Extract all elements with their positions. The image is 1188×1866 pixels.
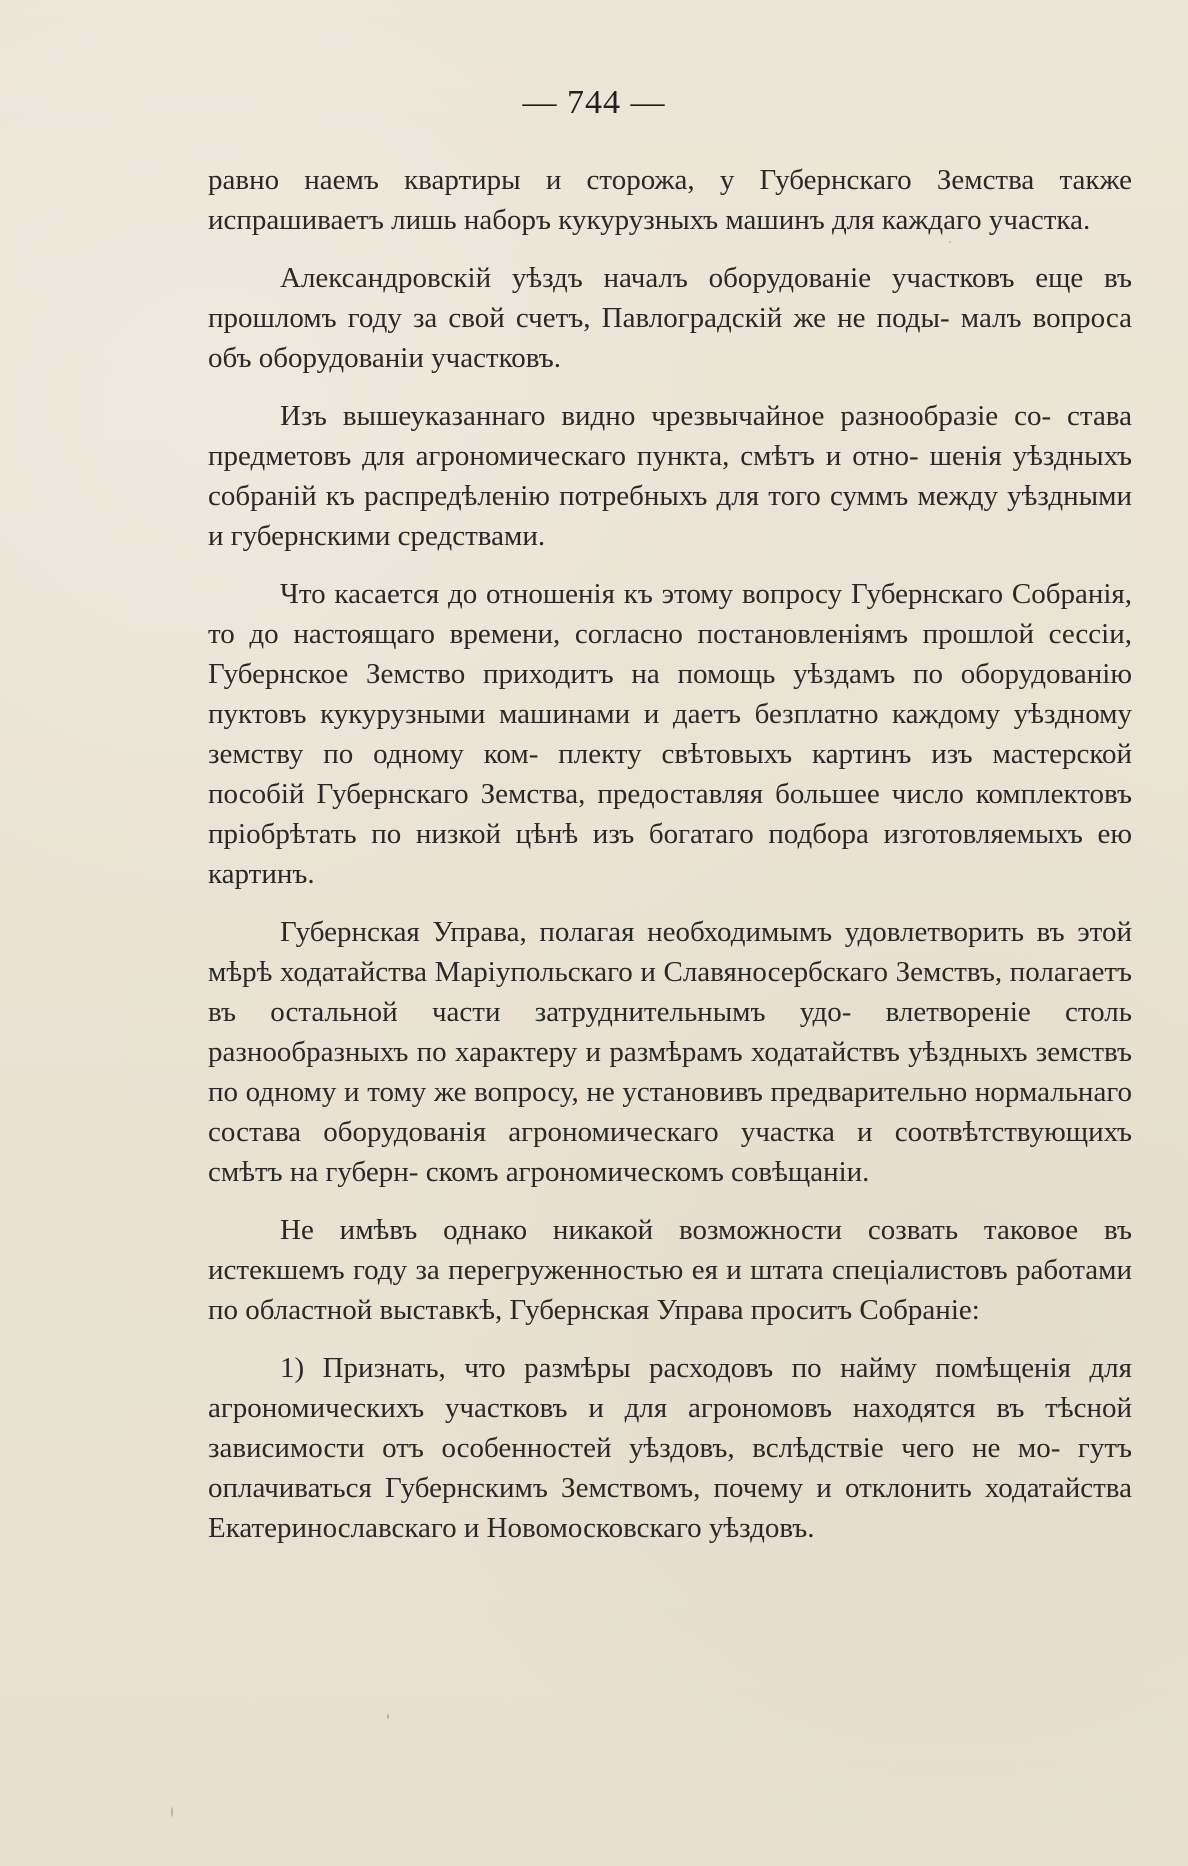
paragraph-4: Что касается до отношенія къ этому вопросу Губернскаго Собранія, то до настоящаго времени, согласно постановленіямъ прошлой сессіи, Губернское Земство приходитъ на помощь уѣздамъ по оборудованію пуктовъ кукурузными машинами и даетъ безплатно каждому уѣздному земству по одному ком- плекту свѣтовыхъ картинъ изъ мастерской пособій Губернскаго Земства, предоставляя большее число комплектовъ пріобрѣтать по низкой цѣнѣ изъ богатаго подбора изготовляемыхъ ею картинъ. [208,578,1132,890]
paragraph-7: 1) Признать, что размѣры расходовъ по найму помѣщенія для агрономическихъ участковъ и для агрономовъ находятся въ тѣсной зависимости отъ особенностей уѣздовъ, вслѣдствіе чего не мо- гутъ оплачиваться Губернскимъ Земствомъ, почему и отклонить ходатайства Екатеринославскаго и Новомосковскаго уѣздовъ. [208,1352,1132,1544]
paragraph-6: Не имѣвъ однако никакой возможности созвать таковое въ истекшемъ году за перегруженностью ея и штата спеціалистовъ работами по областной выставкѣ, Губернская Управа проситъ Собраніе: [208,1214,1132,1326]
document-body [208,160,1132,1566]
paper-speck [171,1807,173,1817]
paragraph-3: Изъ вышеуказаннаго видно чрезвычайное разнообразіе со- става предметовъ для агрономическаго пункта, смѣтъ и отно- шенія уѣздныхъ собраній къ распредѣленію потребныхъ для того суммъ между уѣздными и губернскими средствами. [208,400,1132,552]
paragraph-5: Губернская Управа, полагая необходимымъ удовлетворить въ этой мѣрѣ ходатайства Маріупольскаго и Славяносербскаго Земствъ, полагаетъ въ остальной части затруднительнымъ удо- влетвореніе столь разнообразныхъ по характеру и размѣрамъ ходатайствъ уѣздныхъ земствъ по одному и тому же вопросу, не установивъ предварительно нормальнаго состава оборудованія агрономическаго участка и соотвѣтствующихъ смѣтъ на губерн- скомъ агрономическомъ совѣщаніи. [208,916,1132,1188]
paper-speck [949,241,951,243]
paragraph-2: Александровскій уѣздъ началъ оборудованіе участковъ еще въ прошломъ году за свой счетъ, Павлоградскій же не поды- малъ вопроса объ оборудованіи участковъ. [208,262,1132,374]
paragraph-1: равно наемъ квартиры и сторожа, у Губернскаго Земства также испрашиваетъ лишь наборъ кукурузныхъ машинъ для каждаго участка. [208,164,1132,236]
paper-speck [387,1714,389,1719]
page-number: — 744 — [522,84,666,121]
